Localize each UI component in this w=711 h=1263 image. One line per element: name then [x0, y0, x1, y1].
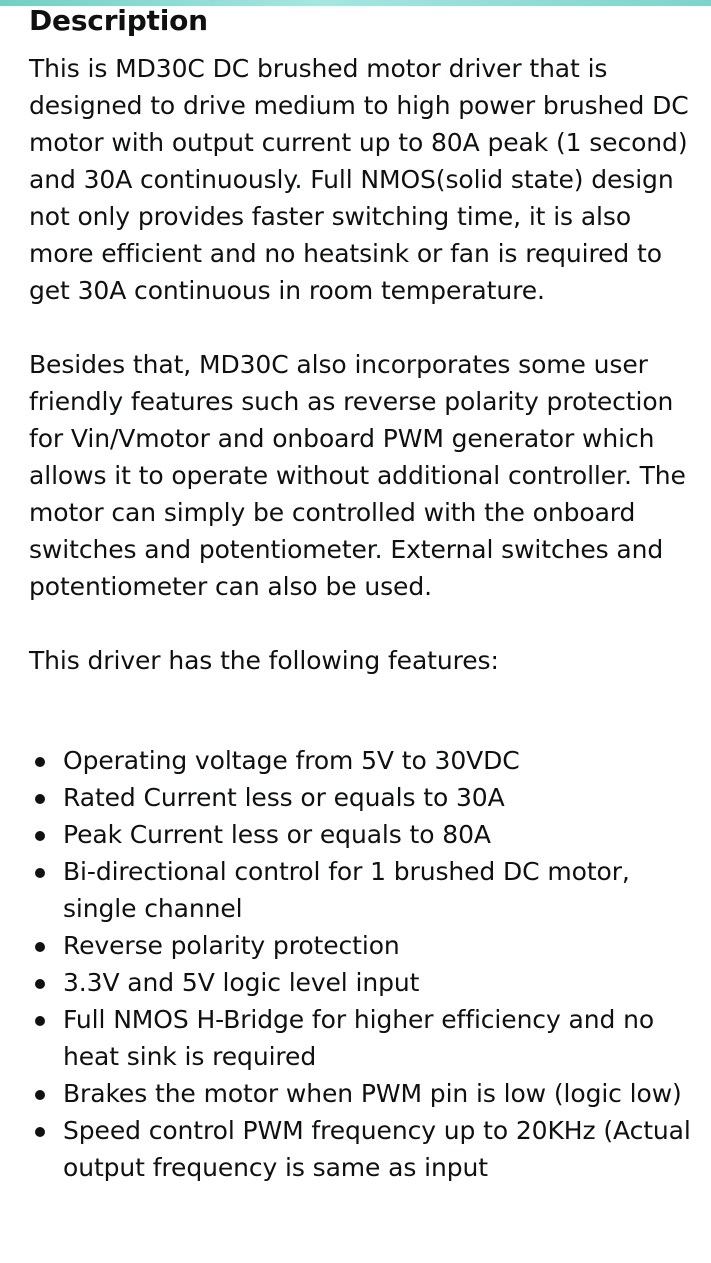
- bullet-icon: [35, 794, 45, 804]
- feature-text: Speed control PWM frequency up to 20KHz (Actual output frequency is same as input: [63, 1116, 691, 1182]
- feature-text: Reverse polarity protection: [63, 931, 400, 960]
- feature-text: Bi-directional control for 1 brushed DC motor, single channel: [63, 857, 630, 923]
- list-item: [29, 742, 695, 779]
- list-item: [29, 816, 695, 853]
- list-item: [29, 779, 695, 816]
- bullet-icon: [35, 942, 45, 952]
- features-intro: This driver has the following features:: [29, 646, 499, 675]
- features-list: [29, 742, 695, 1186]
- list-item: [29, 964, 695, 1001]
- feature-text: Peak Current less or equals to 80A: [63, 820, 491, 849]
- list-item: [29, 853, 695, 927]
- bullet-icon: [35, 868, 45, 878]
- section-title: Description: [29, 4, 208, 37]
- bullet-icon: [35, 1090, 45, 1100]
- list-item: [29, 927, 695, 964]
- feature-text: Rated Current less or equals to 30A: [63, 783, 505, 812]
- bullet-icon: [35, 757, 45, 767]
- bullet-icon: [35, 831, 45, 841]
- list-item: [29, 1001, 695, 1075]
- list-item: [29, 1075, 695, 1112]
- bullet-icon: [35, 979, 45, 989]
- description-paragraph-2: Besides that, MD30C also incorporates some user friendly features such as reverse polarity protection for Vin/Vmotor and onboard PWM generator which allows it to operate without additional controller. The motor can simply be controlled with the onboard switches and potentiometer. External switches and potentiometer can also be used.: [29, 350, 686, 601]
- bullet-icon: [35, 1127, 45, 1137]
- feature-text: Operating voltage from 5V to 30VDC: [63, 746, 520, 775]
- description-paragraph-1: This is MD30C DC brushed motor driver that is designed to drive medium to high power brushed DC motor with output current up to 80A peak (1 second) and 30A continuously. Full NMOS(solid state) design not only provides faster switching time, it is also more efficient and no heatsink or fan is required to get 30A continuous in room temperature.: [29, 54, 689, 305]
- bullet-icon: [35, 1016, 45, 1026]
- feature-text: Full NMOS H-Bridge for higher efficiency and no heat sink is required: [63, 1005, 655, 1071]
- description-section: [29, 0, 695, 1186]
- list-item: [29, 1112, 695, 1186]
- feature-text: Brakes the motor when PWM pin is low (logic low): [63, 1079, 682, 1108]
- feature-text: 3.3V and 5V logic level input: [63, 968, 420, 997]
